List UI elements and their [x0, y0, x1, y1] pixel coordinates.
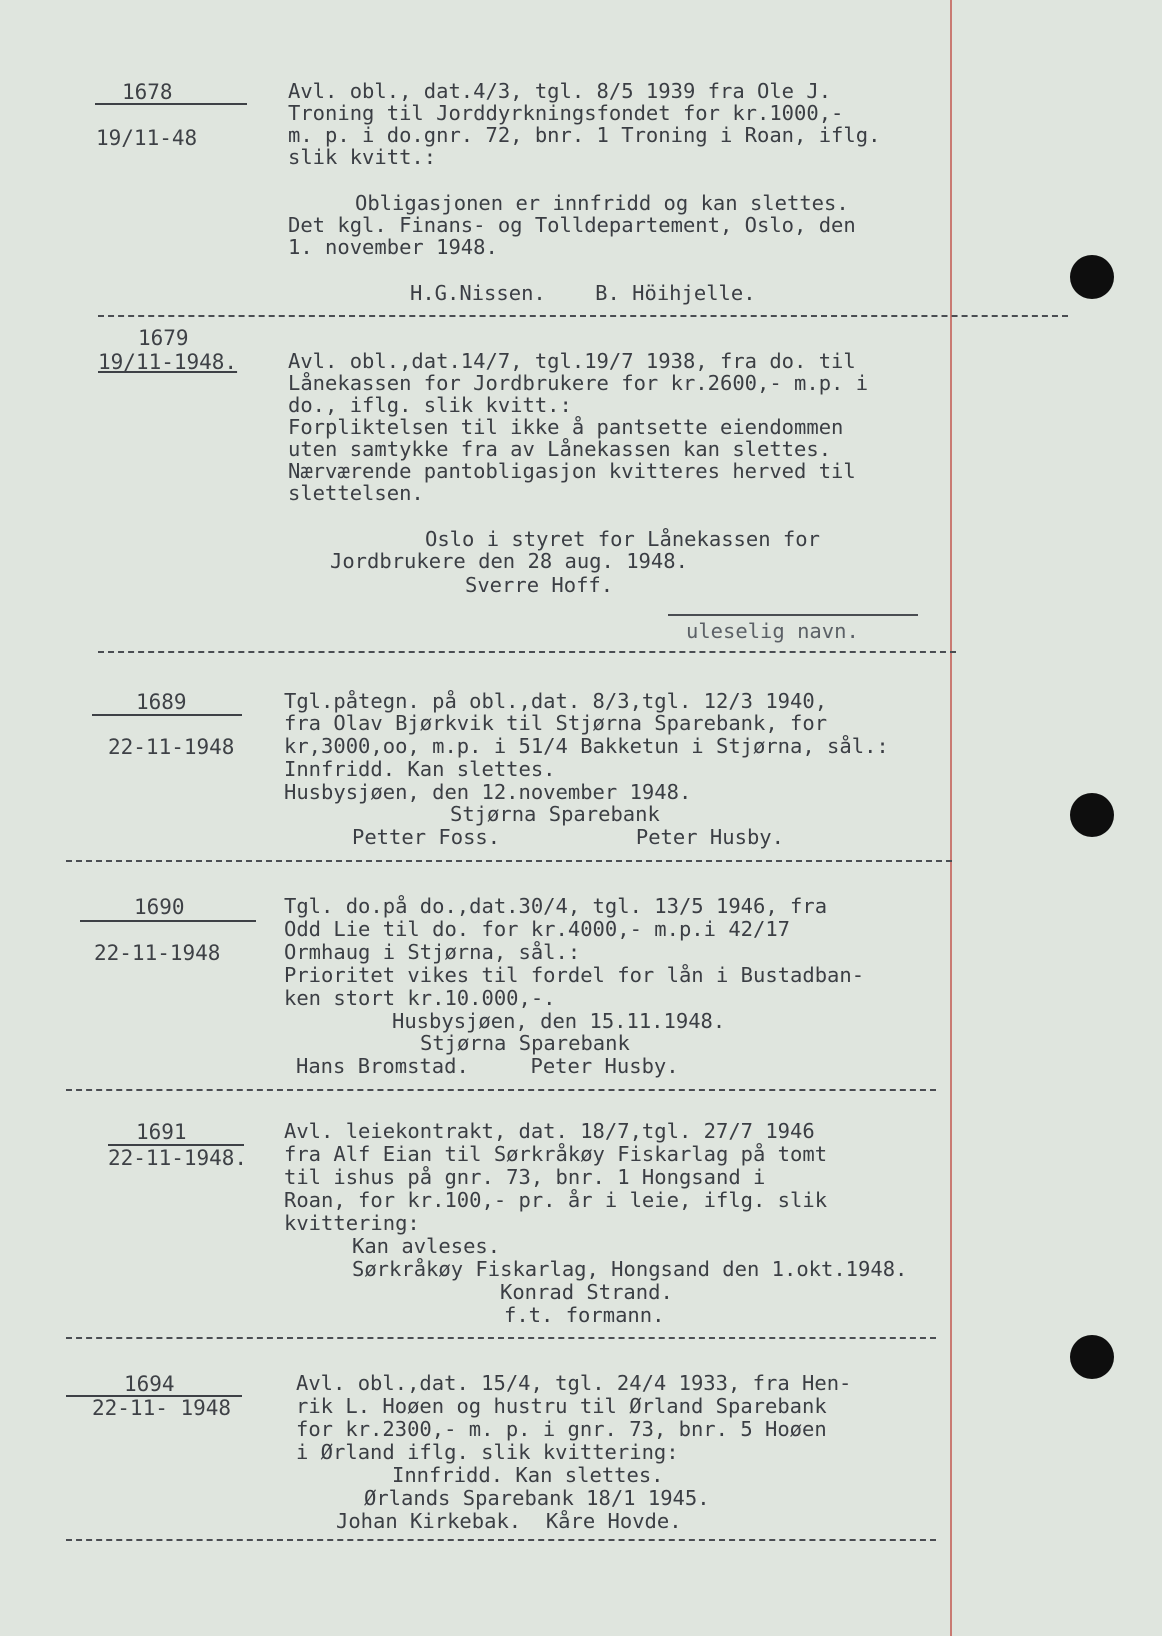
entry-text-line: rik L. Hoøen og hustru til Ørland Sparebank	[296, 1394, 827, 1418]
entry-text-line: Husbysjøen, den 15.11.1948.	[392, 1009, 726, 1033]
entry-text-line: Innfridd. Kan slettes.	[392, 1463, 664, 1487]
entry-text-line: Roan, for kr.100,- pr. år i leie, iflg. slik	[284, 1188, 828, 1212]
entry-text-line: Stjørna Sparebank	[450, 802, 660, 826]
entry-text-line: uten samtykke fra av Lånekassen kan slettes.	[288, 437, 832, 461]
entry-text-line: Jordbrukere den 28 aug. 1948.	[330, 549, 688, 573]
entry-text-line: kr,3000,oo, m.p. i 51/4 Bakketun i Stjørna, sål.:	[284, 734, 889, 758]
entry-separator	[66, 860, 952, 862]
entry-text-line: Stjørna Sparebank	[420, 1031, 630, 1055]
entry-text-line: Det kgl. Finans- og Tolldepartement, Oslo, den	[288, 213, 856, 237]
number-underline	[80, 920, 256, 922]
red-margin-line	[950, 0, 952, 1636]
entry-separator	[66, 1337, 936, 1339]
entry-number: 1691	[136, 1120, 187, 1144]
entry-text-line: Avl. obl.,dat. 15/4, tgl. 24/4 1933, fra Hen-	[296, 1371, 852, 1395]
entry-signature: Petter Foss. Peter Husby.	[352, 825, 784, 849]
entry-text-line: Ormhaug i Stjørna, sål.:	[284, 940, 581, 964]
entry-date: 19/11-1948.	[98, 350, 238, 374]
entry-text-line: Obligasjonen er innfridd og kan slettes.	[355, 191, 849, 215]
entry-text-line: Odd Lie til do. for kr.4000,- m.p.i 42/17	[284, 917, 791, 941]
entry-date: 22-11-1948	[108, 735, 235, 759]
entry-text-line: Tgl. do.på do.,dat.30/4, tgl. 13/5 1946, fra	[284, 894, 828, 918]
entry-text-line: for kr.2300,- m. p. i gnr. 73, bnr. 5 Hoøen	[296, 1417, 827, 1441]
entry-separator	[66, 1089, 936, 1091]
entry-text-line: Husbysjøen, den 12.november 1948.	[284, 780, 692, 804]
entry-date: 22-11-1948.	[108, 1146, 248, 1170]
entry-text-line: fra Alf Eian til Sørkråkøy Fiskarlag på tomt	[284, 1142, 828, 1166]
entry-signature: Sverre Hoff.	[465, 573, 614, 597]
entry-text-line: Oslo i styret for Lånekassen for	[425, 527, 820, 551]
entry-text-line: Troning til Jorddyrkningsfondet for kr.1000,-	[288, 101, 844, 125]
entry-text-line: i Ørland iflg. slik kvittering:	[296, 1440, 679, 1464]
entry-date: 19/11-48	[96, 126, 198, 150]
entry-date: 22-11- 1948	[92, 1396, 232, 1420]
number-underline	[95, 103, 247, 105]
punch-hole-icon	[1070, 255, 1114, 299]
entry-separator	[98, 651, 956, 653]
entry-text-line: Forpliktelsen til ikke å pantsette eiendommen	[288, 415, 844, 439]
entry-text-line: slettelsen.	[288, 481, 424, 505]
punch-hole-icon	[1070, 793, 1114, 837]
entry-text-line: Prioritet vikes til fordel for lån i Bustadban-	[284, 963, 865, 987]
entry-text-line: slik kvitt.:	[288, 145, 437, 169]
entry-text-line: fra Olav Bjørkvik til Stjørna Sparebank, for	[284, 711, 828, 735]
entry-separator	[98, 315, 1068, 317]
entry-number: 1689	[136, 690, 187, 714]
entry-signature: Konrad Strand.	[500, 1280, 673, 1304]
entry-text-line: Avl. leiekontrakt, dat. 18/7,tgl. 27/7 1946	[284, 1119, 815, 1143]
entry-text-line: Sørkråkøy Fiskarlag, Hongsand den 1.okt.1948.	[352, 1257, 908, 1281]
punch-hole-icon	[1070, 1335, 1114, 1379]
entry-text-line: do., iflg. slik kvitt.:	[288, 393, 572, 417]
entry-text-line: Nærværende pantobligasjon kvitteres herved til	[288, 459, 856, 483]
entry-date: 22-11-1948	[94, 941, 221, 965]
entry-text-line: ken stort kr.10.000,-.	[284, 986, 556, 1010]
number-underline	[92, 714, 242, 716]
entry-number: 1694	[124, 1372, 175, 1396]
entry-text-line: Avl. obl., dat.4/3, tgl. 8/5 1939 fra Ole J.	[288, 79, 832, 103]
entry-text-line: Avl. obl.,dat.14/7, tgl.19/7 1938, fra do. til	[288, 349, 856, 373]
entry-text-line: Kan avleses.	[352, 1234, 501, 1258]
entry-separator	[66, 1539, 936, 1541]
entry-text-line: 1. november 1948.	[288, 235, 498, 259]
entry-text-line: Ørlands Sparebank 18/1 1945.	[364, 1486, 710, 1510]
entry-signature: H.G.Nissen. B. Höihjelle.	[410, 281, 756, 305]
entry-text-line: Innfridd. Kan slettes.	[284, 757, 556, 781]
entry-number: 1690	[134, 895, 185, 919]
entry-signature: uleselig navn.	[686, 619, 859, 643]
entry-text-line: til ishus på gnr. 73, bnr. 1 Hongsand i	[284, 1165, 766, 1189]
entry-text-line: Tgl.påtegn. på obl.,dat. 8/3,tgl. 12/3 1940,	[284, 689, 828, 713]
entry-number: 1678	[122, 80, 173, 104]
entry-signature: Johan Kirkebak. Kåre Hovde.	[336, 1509, 682, 1533]
entry-signature: f.t. formann.	[504, 1303, 665, 1327]
entry-text-line: m. p. i do.gnr. 72, bnr. 1 Troning i Roan, iflg.	[288, 123, 881, 147]
entry-text-line: Lånekassen for Jordbrukere for kr.2600,- m.p. i	[288, 371, 869, 395]
entry-text-line: kvittering:	[284, 1211, 420, 1235]
entry-number: 1679	[138, 326, 189, 350]
entry-signature: Hans Bromstad. Peter Husby.	[296, 1054, 679, 1078]
signature-rule	[668, 614, 918, 616]
